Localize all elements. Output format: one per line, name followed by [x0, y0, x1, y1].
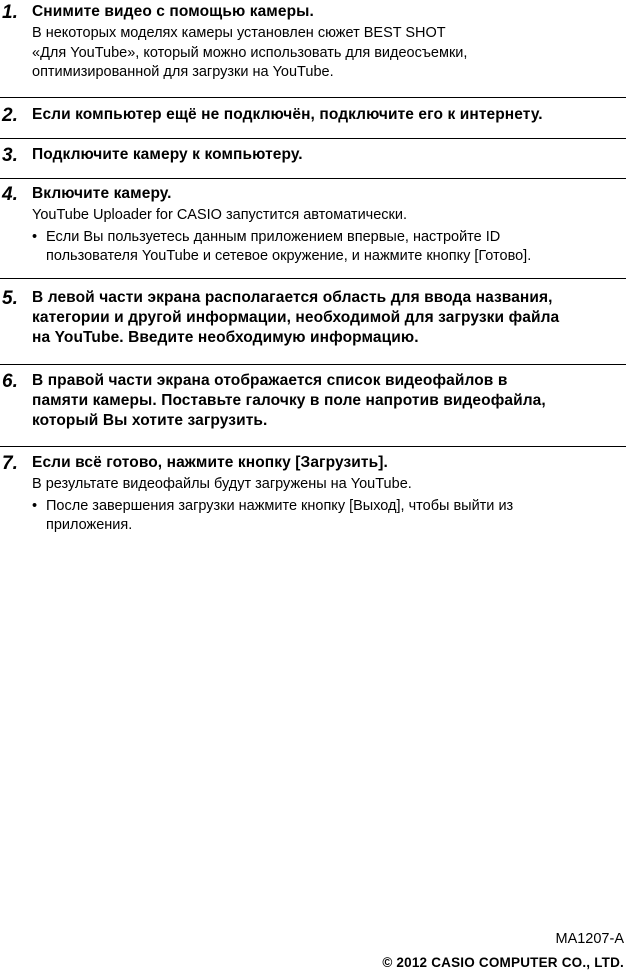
step-number: 7.	[2, 453, 18, 474]
divider	[0, 97, 626, 98]
step-2	[0, 105, 626, 125]
step-title-line: на YouTube. Введите необходимую информацию.	[32, 329, 419, 346]
step-title-line: который Вы хотите загрузить.	[32, 412, 268, 429]
divider	[0, 138, 626, 139]
step-title	[32, 288, 624, 348]
document-code: MA1207-A	[555, 931, 624, 947]
step-title: Включите камеру.	[32, 185, 172, 202]
step-title-line: В левой части экрана располагается область для ввода названия,	[32, 289, 553, 306]
step-title-line: категории и другой информации, необходимой для загрузки файла	[32, 309, 560, 326]
bullet-line: пользователя YouTube и сетевое окружение, и нажмите кнопку [Готово].	[46, 248, 532, 264]
divider	[0, 278, 626, 279]
bullet-line: приложения.	[46, 517, 133, 533]
step-number: 4.	[2, 184, 18, 205]
step-4	[0, 184, 626, 267]
step-description-line: В некоторых моделях камеры установлен сюжет BEST SHOT	[32, 25, 446, 41]
step-title-line: памяти камеры. Поставьте галочку в поле напротив видеофайла,	[32, 392, 546, 409]
step-number: 6.	[2, 371, 18, 392]
step-description-line: оптимизированной для загрузки на YouTube.	[32, 64, 334, 80]
divider	[0, 364, 626, 365]
step-number: 3.	[2, 145, 18, 166]
step-title: Если компьютер ещё не подключён, подключите его к интернету.	[32, 106, 543, 123]
step-number: 2.	[2, 105, 18, 126]
bullet-mark: •	[32, 497, 38, 514]
step-5	[0, 288, 626, 348]
copyright-notice: © 2012 CASIO COMPUTER CO., LTD.	[382, 955, 624, 970]
divider	[0, 446, 626, 447]
step-title: Подключите камеру к компьютеру.	[32, 146, 303, 163]
step-number: 1.	[2, 2, 18, 23]
step-title: Снимите видео с помощью камеры.	[32, 3, 314, 20]
step-1	[0, 2, 626, 83]
bullet-item	[32, 228, 624, 267]
step-title-line: В правой части экрана отображается список видеофайлов в	[32, 372, 508, 389]
step-description-line: «Для YouTube», который можно использовать для видеосъемки,	[32, 44, 468, 61]
bullet-mark: •	[32, 228, 38, 245]
step-3	[0, 145, 626, 165]
bullet-line: После завершения загрузки нажмите кнопку [Выход], чтобы выйти из	[46, 497, 514, 514]
step-7	[0, 453, 626, 536]
step-title: Если всё готово, нажмите кнопку [Загрузить].	[32, 454, 388, 471]
step-description	[32, 24, 624, 83]
step-description: В результате видеофайлы будут загружены на YouTube.	[32, 476, 412, 492]
bullet-item	[32, 497, 624, 536]
step-number: 5.	[2, 288, 18, 309]
step-description: YouTube Uploader for CASIO запустится автоматически.	[32, 207, 408, 223]
step-title	[32, 371, 624, 431]
step-6	[0, 371, 626, 431]
divider	[0, 178, 626, 179]
bullet-line: Если Вы пользуетесь данным приложением впервые, настройте ID	[46, 228, 501, 245]
